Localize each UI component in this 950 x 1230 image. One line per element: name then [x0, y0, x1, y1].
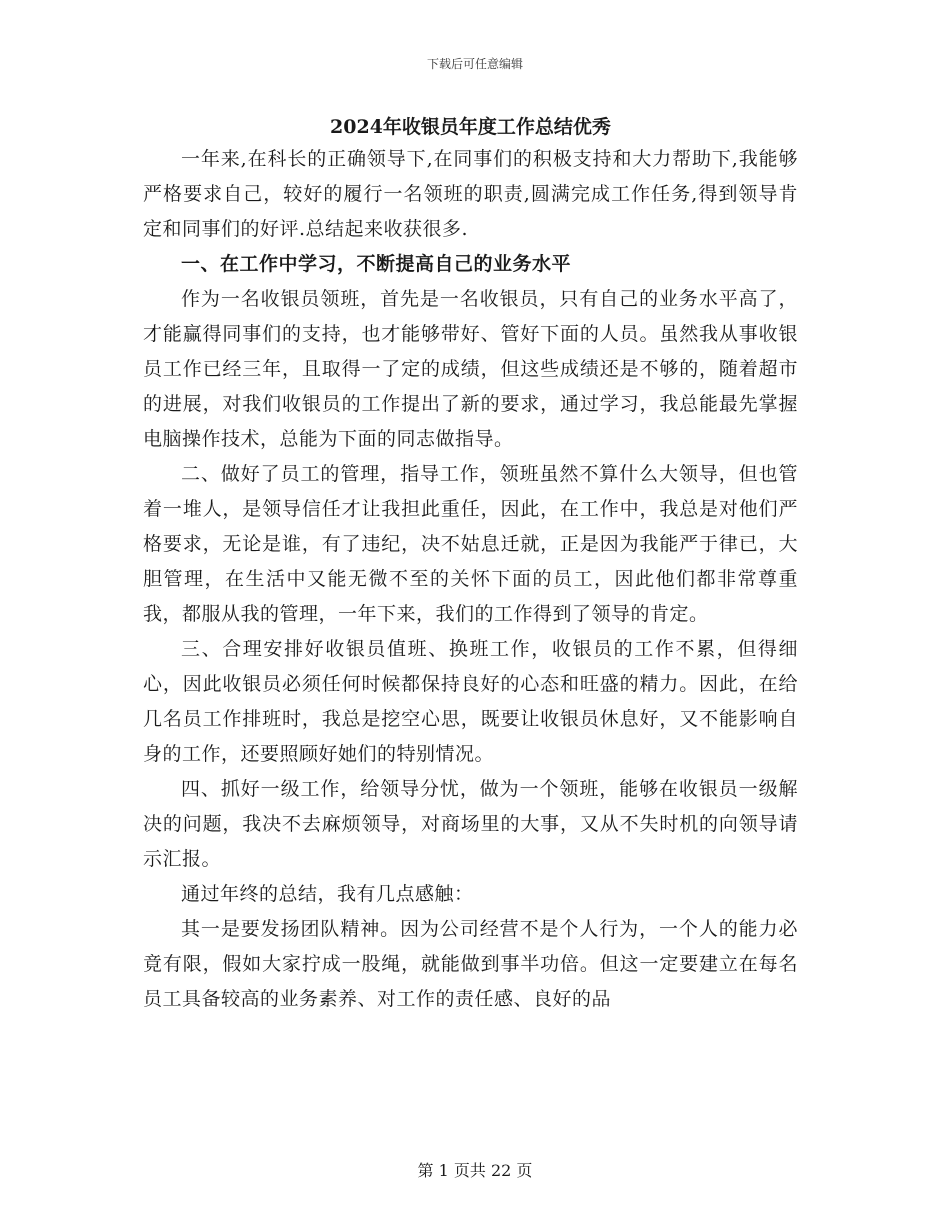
page-number: 第 1 页共 22 页	[417, 1161, 533, 1180]
paragraph-point-1: 其一是要发扬团队精神。因为公司经营不是个人行为，一个人的能力必竟有限，假如大家拧成一股绳，就能做到事半功倍。但这一定要建立在每名员工具备较高的业务素养、对工作的责任感、良好的品	[143, 918, 798, 1010]
document-title: 2024年收银员年度工作总结优秀	[330, 116, 611, 138]
paragraph-section-1: 作为一名收银员领班，首先是一名收银员，只有自己的业务水平高了，才能赢得同事们的支持，也才能够带好、管好下面的人员。虽然我从事收银员工作已经三年，且取得一了定的成绩，但这些成绩还是不够的，随着超市的进展，对我们收银员的工作提出了新的要求，通过学习，我总能最先掌握电脑操作技术，总能为下面的同志做指导。	[143, 288, 798, 450]
page-header-note: 下载后可任意编辑	[426, 57, 523, 71]
section-heading-1: 一、在工作中学习，不断提高自己的业务水平	[181, 253, 572, 275]
paragraph-intro: 一年来,在科长的正确领导下,在同事们的积极支持和大力帮助下,我能够严格要求自己，较好的履行一名领班的职责,圆满完成工作任务,得到领导肯定和同事们的好评.总结起来收获很多.	[143, 148, 798, 240]
paragraph-section-2: 二、做好了员工的管理，指导工作，领班虽然不算什么大领导，但也管着一堆人，是领导信任才让我担此重任，因此，在工作中，我总是对他们严格要求，无论是谁，有了违纪，决不姑息迁就，正是因为我能严于律已，大胆管理，在生活中又能无微不至的关怀下面的员工，因此他们都非常尊重我，都服从我的管理，一年下来，我们的工作得到了领导的肯定。	[143, 463, 798, 625]
paragraph-section-4: 四、抓好一级工作，给领导分忧，做为一个领班，能够在收银员一级解决的问题，我决不去麻烦领导，对商场里的大事，又从不失时机的向领导请示汇报。	[143, 778, 798, 870]
paragraph-summary-intro: 通过年终的总结，我有几点感触：	[181, 883, 474, 905]
document-body	[143, 112, 798, 1017]
paragraph-section-3: 三、合理安排好收银员值班、换班工作，收银员的工作不累，但得细心，因此收银员必须任何时候都保持良好的心态和旺盛的精力。因此，在给几名员工作排班时，我总是挖空心思，既要让收银员休息好，又不能影响自身的工作，还要照顾好她们的特别情况。	[143, 638, 798, 765]
